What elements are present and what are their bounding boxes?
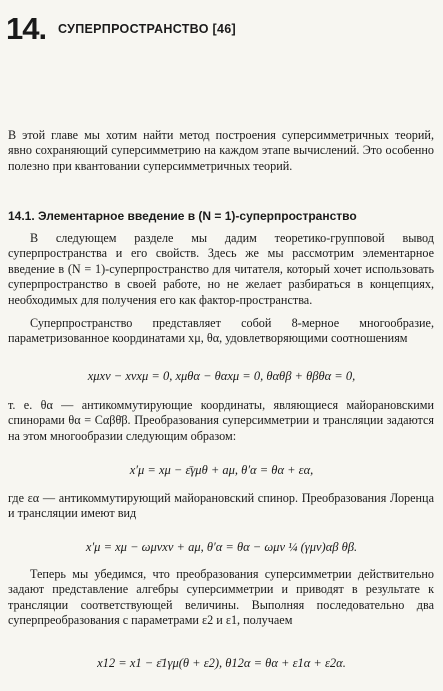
paragraph-1: В следующем разделе мы дадим теоретико-групповой вывод суперпространства и его свойств. Здесь же мы рассмотрим элементарное введение в (N = 1)-суперпространство для читателя, который хочет использовать суперпространство в своей работе, но не желает разбираться в концепциях, необходимых для получения его как фактор-пространства. <box>8 231 434 307</box>
paragraph-4: где εα — антикоммутирующий майорановский спинор. Преобразования Лоренца и трансляции имеют вид <box>8 491 434 521</box>
formula-anticommutation: xμxν − xνxμ = 0, xμθα − θαxμ = 0, θαθβ + θβθα = 0, <box>87 369 356 383</box>
paragraph-1-block <box>8 231 434 308</box>
paragraph-4-block <box>8 491 434 522</box>
section-heading-block <box>8 209 434 223</box>
paragraph-3-block <box>8 398 434 444</box>
intro-block <box>8 128 434 174</box>
chapter-number: 14. <box>6 11 47 46</box>
paragraph-2: Суперпространство представляет собой 8-мерное многообразие, параметризованное координатами xμ, θα, удовлетворяющими соотношениям <box>8 316 434 346</box>
chapter-title: СУПЕРПРОСТРАНСТВО [46] <box>58 22 236 36</box>
paragraph-5: Теперь мы убедимся, что преобразования суперсимметрии действительно задают представление алгебры суперсимметрии и приводят в результате к трансляции соответствующей величины. Выполняя последовательно два суперпреобразования с параметрами ε2 и ε1, получаем <box>8 567 434 628</box>
section-heading: 14.1. Элементарное введение в (N = 1)-суперпространство <box>8 209 357 223</box>
intro-paragraph: В этой главе мы хотим найти метод построения суперсимметричных теорий, явно сохраняющий суперсимметрию на каждом этапе вычислений. Это особенно полезно при квантовании суперсимметричных теорий. <box>8 128 434 173</box>
formula-composition: x12 = x1 − ε̄1γμ(θ + ε2), θ12α = θα + ε1α + ε2α. <box>97 656 346 670</box>
paragraph-3: т. е. θα — антикоммутирующие координаты, являющиеся майорановскими спинорами θα = Cαβθ̄β. Преобразования суперсимметрии и трансляции задаются на этом многообразии следующим образом: <box>8 398 434 443</box>
formula-lorentz: x′μ = xμ − ωμνxν + aμ, θ′α = θα − ωμν ¼ (γμν)αβ θβ. <box>85 540 358 554</box>
paragraph-2-block <box>8 316 434 347</box>
formula-supersymmetry: x′μ = xμ − ε̄γμθ + aμ, θ′α = θα + εα, <box>129 463 314 477</box>
paragraph-5-block <box>8 567 434 629</box>
